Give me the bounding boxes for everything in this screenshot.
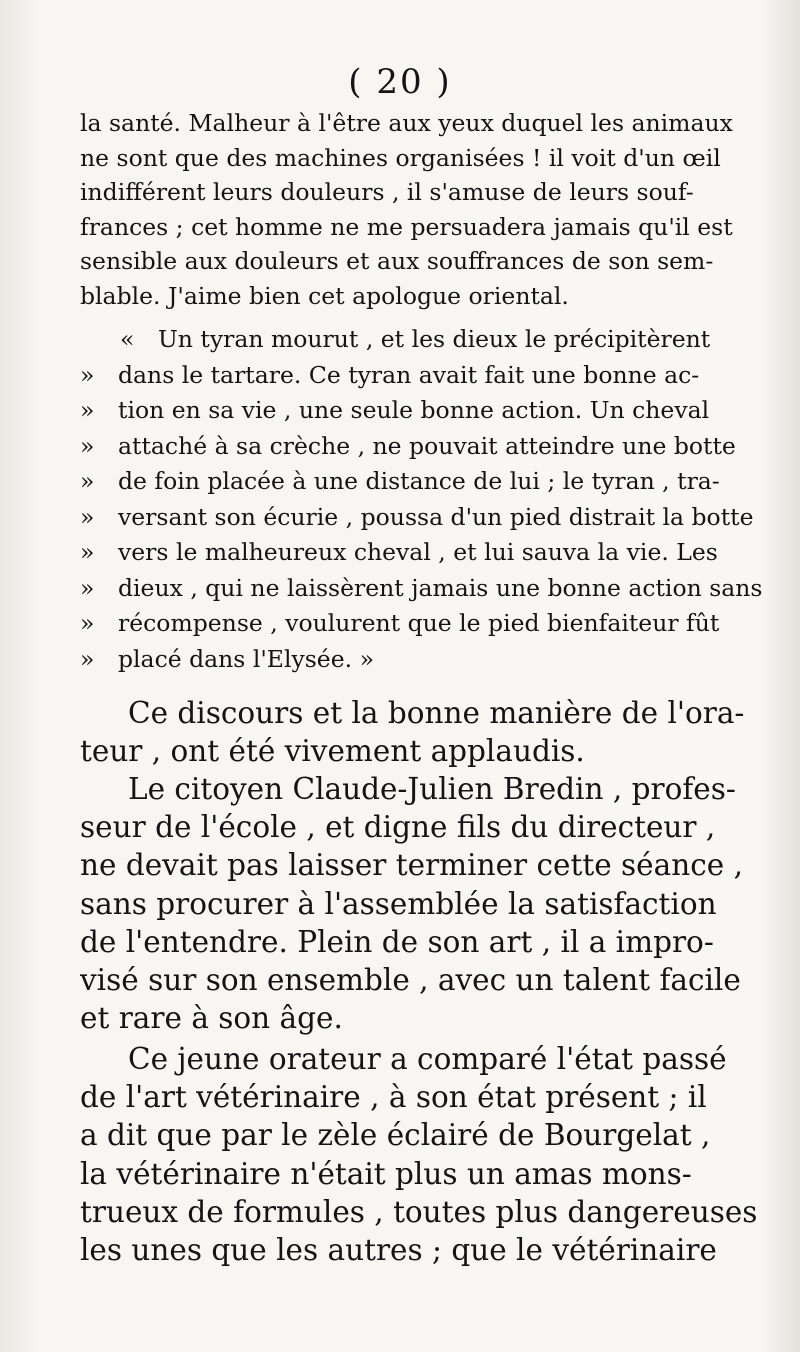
quote-line (80, 429, 765, 465)
text-line: indifférent leurs douleurs , il s'amuse de leurs souf- (80, 178, 694, 206)
quote-text: placé dans l'Elysée. » (118, 644, 374, 673)
quote-line (80, 535, 765, 571)
paragraph-1 (80, 106, 765, 313)
text-line: ne devait pas laisser terminer cette séance , (80, 848, 743, 883)
quote-text: tion en sa vie , une seule bonne action. Un cheval (118, 396, 710, 424)
text-line: visé sur son ensemble , avec un talent facile (80, 963, 741, 998)
text-line: de l'entendre. Plein de son art , il a impro- (80, 924, 714, 959)
quote-text: de foin placée à une distance de lui ; le tyran , tra- (118, 467, 720, 495)
quote-mark: » (80, 538, 95, 566)
quote-text: dans le tartare. Ce tyran avait fait une bonne ac- (118, 360, 700, 389)
text-line: a dit que par le zèle éclairé de Bourgelat , (80, 1118, 711, 1153)
paragraph-4 (80, 1040, 765, 1269)
quote-mark: » (80, 360, 95, 389)
text-line: frances ; cet homme ne me persuadera jamais qu'il est (80, 212, 733, 241)
text-line: la vétérinaire n'était plus un amas mons- (80, 1156, 692, 1191)
text-line: Le citoyen Claude-Julien Bredin , profes- (128, 772, 736, 806)
quote-line (80, 322, 765, 358)
text-line: ne sont que des machines organisées ! il voit d'un œil (80, 143, 721, 172)
text-line: seur de l'école , et digne fils du directeur , (80, 810, 716, 845)
quote-line (80, 464, 765, 500)
quote-open-mark: « (120, 325, 135, 353)
text-line: la santé. Malheur à l'être aux yeux duquel les animaux (80, 109, 733, 137)
quote-mark: » (80, 396, 95, 424)
quote-mark: » (80, 431, 95, 460)
quote-text: attaché à sa crèche , ne pouvait atteindre une botte (118, 431, 736, 460)
paragraph-2 (80, 694, 765, 770)
quote-line (80, 642, 765, 678)
quote-text: versant son écurie , poussa d'un pied distrait la botte (118, 502, 754, 531)
text-line: teur , ont été vivement applaudis. (80, 734, 585, 768)
text-line: sensible aux douleurs et aux souffrances de son sem- (80, 247, 714, 275)
quoted-apologue (80, 322, 765, 677)
text-line: trueux de formules , toutes plus dangereuses (80, 1194, 758, 1229)
quote-line (80, 571, 765, 607)
quote-line (80, 500, 765, 536)
quote-mark: » (80, 644, 95, 673)
quote-line (80, 393, 765, 429)
text-line: sans procurer à l'assemblée la satisfaction (80, 886, 717, 921)
quote-line (80, 606, 765, 642)
text-line: Ce jeune orateur a comparé l'état passé (128, 1042, 727, 1076)
quote-text: vers le malheureux cheval , et lui sauva la vie. Les (118, 538, 718, 566)
quote-text: Un tyran mourut , et les dieux le précipitèrent (158, 325, 711, 353)
quote-text: dieux , qui ne laissèrent jamais une bonne action sans (118, 573, 763, 602)
text-line: et rare à son âge. (80, 1001, 343, 1036)
quote-mark: » (80, 609, 95, 637)
quote-line (80, 358, 765, 394)
quote-mark: » (80, 467, 95, 495)
text-line: blable. J'aime bien cet apologue oriental. (80, 281, 569, 310)
quote-mark: » (80, 502, 95, 531)
paragraph-3 (80, 770, 765, 1037)
page-number: ( 20 ) (348, 62, 452, 102)
quote-text: récompense , voulurent que le pied bienfaiteur fût (118, 609, 720, 637)
text-line: Ce discours et la bonne manière de l'ora- (128, 696, 745, 730)
quote-mark: » (80, 573, 95, 602)
text-line: les unes que les autres ; que le vétérinaire (80, 1233, 717, 1268)
text-line: de l'art vétérinaire , à son état présent ; il (80, 1080, 707, 1115)
